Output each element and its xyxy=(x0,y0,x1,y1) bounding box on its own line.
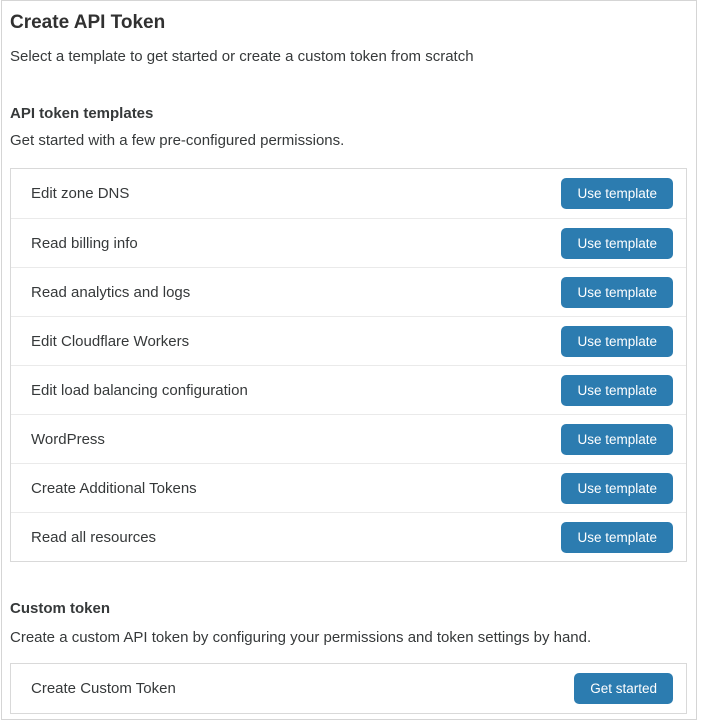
template-row xyxy=(11,463,686,512)
template-name: Read all resources xyxy=(31,528,157,546)
template-row xyxy=(11,365,686,414)
page-title: Create API Token xyxy=(10,12,166,33)
template-name: Edit Cloudflare Workers xyxy=(31,332,190,350)
create-api-token-panel xyxy=(1,0,697,720)
template-name: Edit load balancing configuration xyxy=(31,381,248,399)
use-template-button[interactable]: Use template xyxy=(561,424,673,455)
custom-token-heading: Custom token xyxy=(10,600,111,617)
template-name: Read analytics and logs xyxy=(31,283,191,301)
template-name: Read billing info xyxy=(31,234,138,252)
template-name: WordPress xyxy=(31,430,105,448)
use-template-button[interactable]: Use template xyxy=(561,522,673,553)
use-template-button[interactable]: Use template xyxy=(561,473,673,504)
template-name: Edit zone DNS xyxy=(31,185,130,202)
template-list xyxy=(10,168,687,562)
custom-token-description: Create a custom API token by configuring your permissions and token settings by hand. xyxy=(10,629,592,646)
custom-token-box xyxy=(10,663,687,714)
use-template-button[interactable]: Use template xyxy=(561,228,673,259)
templates-section-description: Get started with a few pre-configured permissions. xyxy=(10,132,345,149)
template-row xyxy=(11,169,686,218)
template-row xyxy=(11,316,686,365)
use-template-button[interactable]: Use template xyxy=(561,375,673,406)
template-row xyxy=(11,218,686,267)
use-template-button[interactable]: Use template xyxy=(561,178,673,209)
template-row xyxy=(11,414,686,463)
custom-token-row-label: Create Custom Token xyxy=(31,680,176,697)
get-started-button[interactable]: Get started xyxy=(574,673,673,704)
use-template-button[interactable]: Use template xyxy=(561,277,673,308)
template-name: Create Additional Tokens xyxy=(31,479,197,497)
use-template-button[interactable]: Use template xyxy=(561,326,673,357)
page-subtitle: Select a template to get started or create a custom token from scratch xyxy=(10,48,474,65)
template-row xyxy=(11,512,686,561)
custom-token-row xyxy=(11,664,686,713)
template-row xyxy=(11,267,686,316)
templates-section-heading: API token templates xyxy=(10,105,154,122)
